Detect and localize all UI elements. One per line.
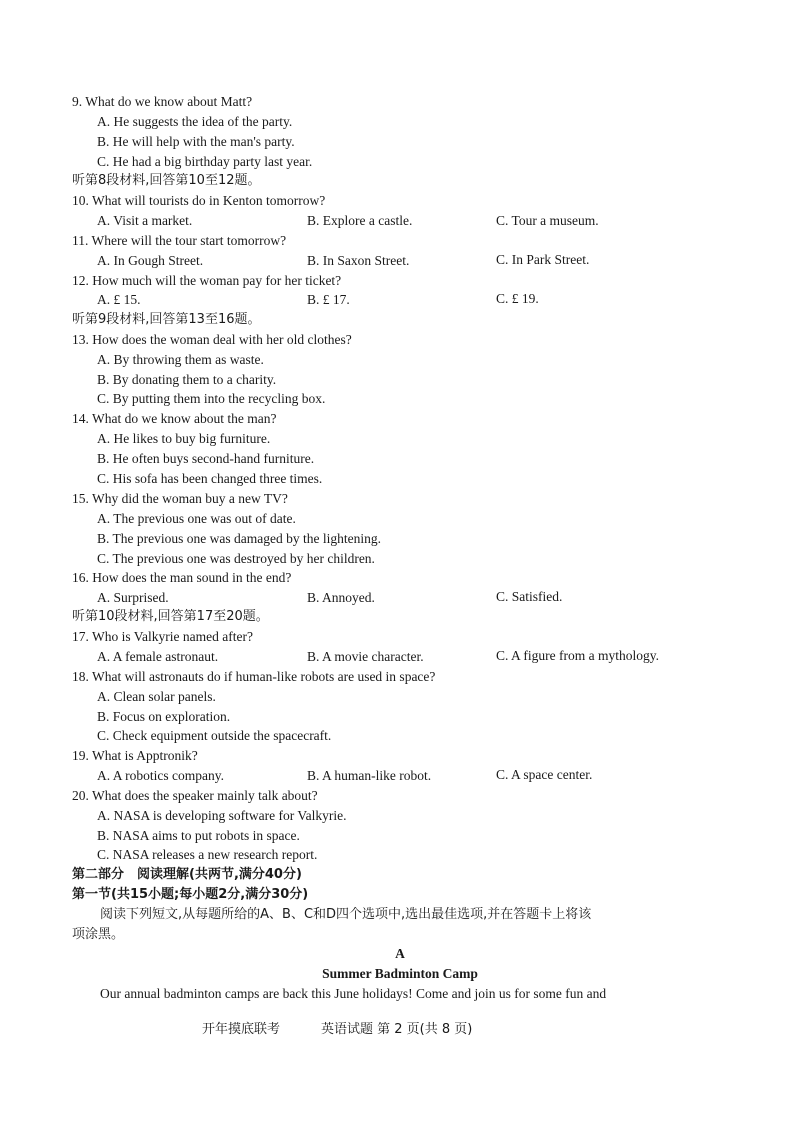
q19-option-b: B. A human-like robot. — [307, 768, 432, 783]
q17-option-c: C. A figure from a mythology. — [496, 648, 659, 663]
q19-option-a: A. A robotics company. — [97, 768, 224, 783]
q20-option-a: A. NASA is developing software for Valkyrie. — [97, 808, 347, 823]
question-15: 15. Why did the woman buy a new TV? — [72, 491, 288, 506]
q9-option-a: A. He suggests the idea of the party. — [97, 114, 293, 129]
question-17: 17. Who is Valkyrie named after? — [72, 629, 253, 644]
q12-option-c: C. £ 19. — [496, 291, 539, 306]
q15-option-a: A. The previous one was out of date. — [97, 511, 296, 526]
q13-option-c: C. By putting them into the recycling box. — [97, 391, 326, 406]
question-9: 9. What do we know about Matt? — [72, 94, 253, 109]
q17-option-a: A. A female astronaut. — [97, 649, 219, 664]
q10-option-c: C. Tour a museum. — [496, 213, 599, 228]
footer-exam-name: 开年摸底联考 — [202, 1022, 281, 1037]
passage-title: Summer Badminton Camp — [322, 966, 478, 981]
q17-option-b: B. A movie character. — [307, 649, 424, 664]
q16-option-a: A. Surprised. — [97, 590, 169, 605]
q14-option-a: A. He likes to buy big furniture. — [97, 431, 271, 446]
q18-option-a: A. Clean solar panels. — [97, 689, 216, 704]
part-2-heading: 第二部分 阅读理解(共两节,满分40分) — [72, 867, 302, 882]
q9-option-c: C. He had a big birthday party last year. — [97, 154, 313, 169]
question-16: 16. How does the man sound in the end? — [72, 570, 292, 585]
q14-option-c: C. His sofa has been changed three times. — [97, 471, 323, 486]
section-1-heading: 第一节(共15小题;每小题2分,满分30分) — [72, 887, 309, 902]
q15-option-b: B. The previous one was damaged by the lightening. — [97, 531, 381, 546]
instructions-line-2: 项涂黑。 — [72, 927, 125, 942]
passage-text-line-1: Our annual badminton camps are back this June holidays! Come and join us for some fun and — [100, 986, 607, 1001]
q20-option-c: C. NASA releases a new research report. — [97, 847, 318, 862]
footer-page-info: 英语试题 第 2 页(共 8 页) — [321, 1022, 473, 1037]
passage-letter: A — [395, 946, 405, 961]
q11-option-b: B. In Saxon Street. — [307, 253, 410, 268]
section-10-heading: 听第10段材料,回答第17至20题。 — [72, 609, 269, 624]
q10-option-a: A. Visit a market. — [97, 213, 193, 228]
section-8-heading: 听第8段材料,回答第10至12题。 — [72, 173, 261, 188]
question-20: 20. What does the speaker mainly talk about? — [72, 788, 318, 803]
q12-option-a: A. £ 15. — [97, 292, 141, 307]
q18-option-b: B. Focus on exploration. — [97, 709, 231, 724]
q16-option-c: C. Satisfied. — [496, 589, 563, 604]
instructions-line-1: 阅读下列短文,从每题所给的A、B、C和D四个选项中,选出最佳选项,并在答题卡上将该 — [100, 907, 592, 922]
q19-option-c: C. A space center. — [496, 767, 593, 782]
q9-option-b: B. He will help with the man's party. — [97, 134, 295, 149]
q18-option-c: C. Check equipment outside the spacecraft. — [97, 728, 332, 743]
q12-option-b: B. £ 17. — [307, 292, 350, 307]
question-19: 19. What is Apptronik? — [72, 748, 198, 763]
q11-option-c: C. In Park Street. — [496, 252, 590, 267]
question-11: 11. Where will the tour start tomorrow? — [72, 233, 287, 248]
question-18: 18. What will astronauts do if human-like robots are used in space? — [72, 669, 436, 684]
q13-option-b: B. By donating them to a charity. — [97, 372, 277, 387]
question-10: 10. What will tourists do in Kenton tomorrow? — [72, 193, 326, 208]
q16-option-b: B. Annoyed. — [307, 590, 375, 605]
section-9-heading: 听第9段材料,回答第13至16题。 — [72, 312, 261, 327]
q10-option-b: B. Explore a castle. — [307, 213, 413, 228]
question-12: 12. How much will the woman pay for her ticket? — [72, 273, 342, 288]
question-14: 14. What do we know about the man? — [72, 411, 277, 426]
q20-option-b: B. NASA aims to put robots in space. — [97, 828, 300, 843]
q14-option-b: B. He often buys second-hand furniture. — [97, 451, 315, 466]
q11-option-a: A. In Gough Street. — [97, 253, 204, 268]
question-13: 13. How does the woman deal with her old clothes? — [72, 332, 352, 347]
q13-option-a: A. By throwing them as waste. — [97, 352, 264, 367]
q15-option-c: C. The previous one was destroyed by her children. — [97, 551, 375, 566]
